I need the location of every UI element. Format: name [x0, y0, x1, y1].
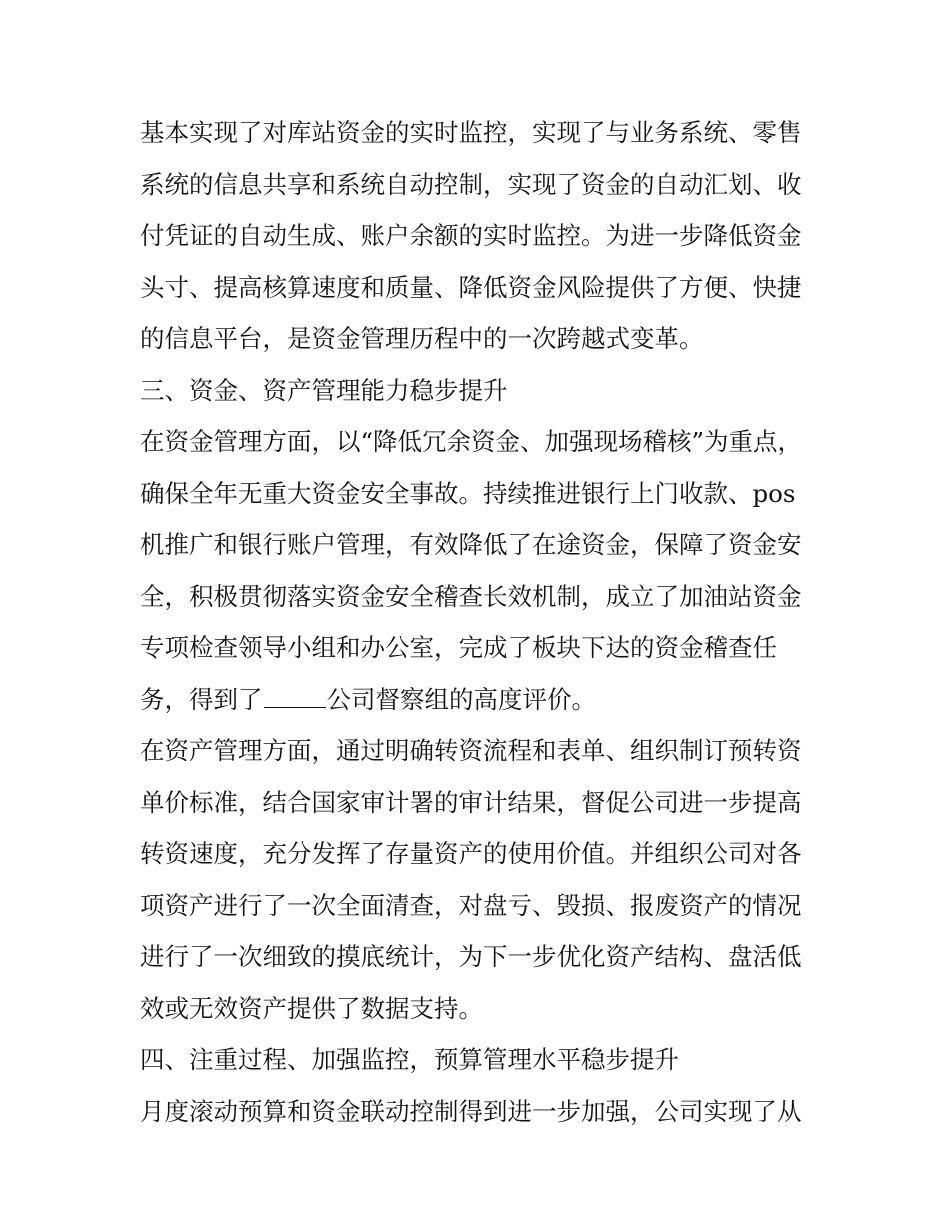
body-line-17: 进行了一次细致的摸底统计，为下一步优化资产结构、盘活低 — [140, 942, 802, 971]
body-line-7: 在资金管理方面，以“降低冗余资金、加强现场稽核”为重点， — [140, 427, 803, 456]
document-body — [140, 107, 820, 1137]
body-line-2: 系统的信息共享和系统自动控制，实现了资金的自动汇划、收 — [140, 169, 802, 199]
section-heading-4: 四、注重过程、加强监控，预算管理水平稳步提升 — [140, 1045, 679, 1074]
body-line-12 — [140, 674, 820, 726]
body-line-5: 的信息平台，是资金管理历程中的一次跨越式变革。 — [140, 324, 704, 353]
body-line-3: 付凭证的自动生成、账户余额的实时监控。为进一步降低资金 — [140, 221, 802, 250]
body-line-18: 效或无效资产提供了数据支持。 — [140, 993, 483, 1023]
body-line-11: 专项检查领导小组和办公室，完成了板块下达的资金稽查任 — [140, 633, 777, 662]
body-line-1: 基本实现了对库站资金的实时监控，实现了与业务系统、零售 — [140, 118, 802, 147]
fill-in-blank — [264, 687, 326, 708]
body-line-8: 确保全年无重大资金安全事故。持续推进银行上门收款、pos — [140, 478, 796, 508]
blank-line-before: 务，得到了 — [140, 684, 263, 714]
body-line-16: 项资产进行了一次全面清查，对盘亏、毁损、报废资产的情况 — [140, 890, 802, 920]
body-line-14: 单价标准，结合国家审计署的审计结果，督促公司进一步提高 — [140, 787, 802, 817]
body-line-13: 在资产管理方面，通过明确转资流程和表单、组织制订预转资 — [140, 736, 802, 765]
body-line-10: 全，积极贯彻落实资金安全稽查长效机制，成立了加油站资金 — [140, 581, 802, 611]
body-line-15: 转资速度，充分发挥了存量资产的使用价值。并组织公司对各 — [140, 839, 802, 868]
body-line-20: 月度滚动预算和资金联动控制得到进一步加强，公司实现了从 — [140, 1096, 802, 1126]
body-line-4: 头寸、提高核算速度和质量、降低资金风险提供了方便、快捷 — [140, 272, 802, 302]
blank-line-after: 公司督察组的高度评价。 — [326, 684, 596, 714]
body-line-9: 机推广和银行账户管理，有效降低了在途资金，保障了资金安 — [140, 530, 802, 559]
section-heading-3: 三、资金、资产管理能力稳步提升 — [140, 375, 508, 405]
